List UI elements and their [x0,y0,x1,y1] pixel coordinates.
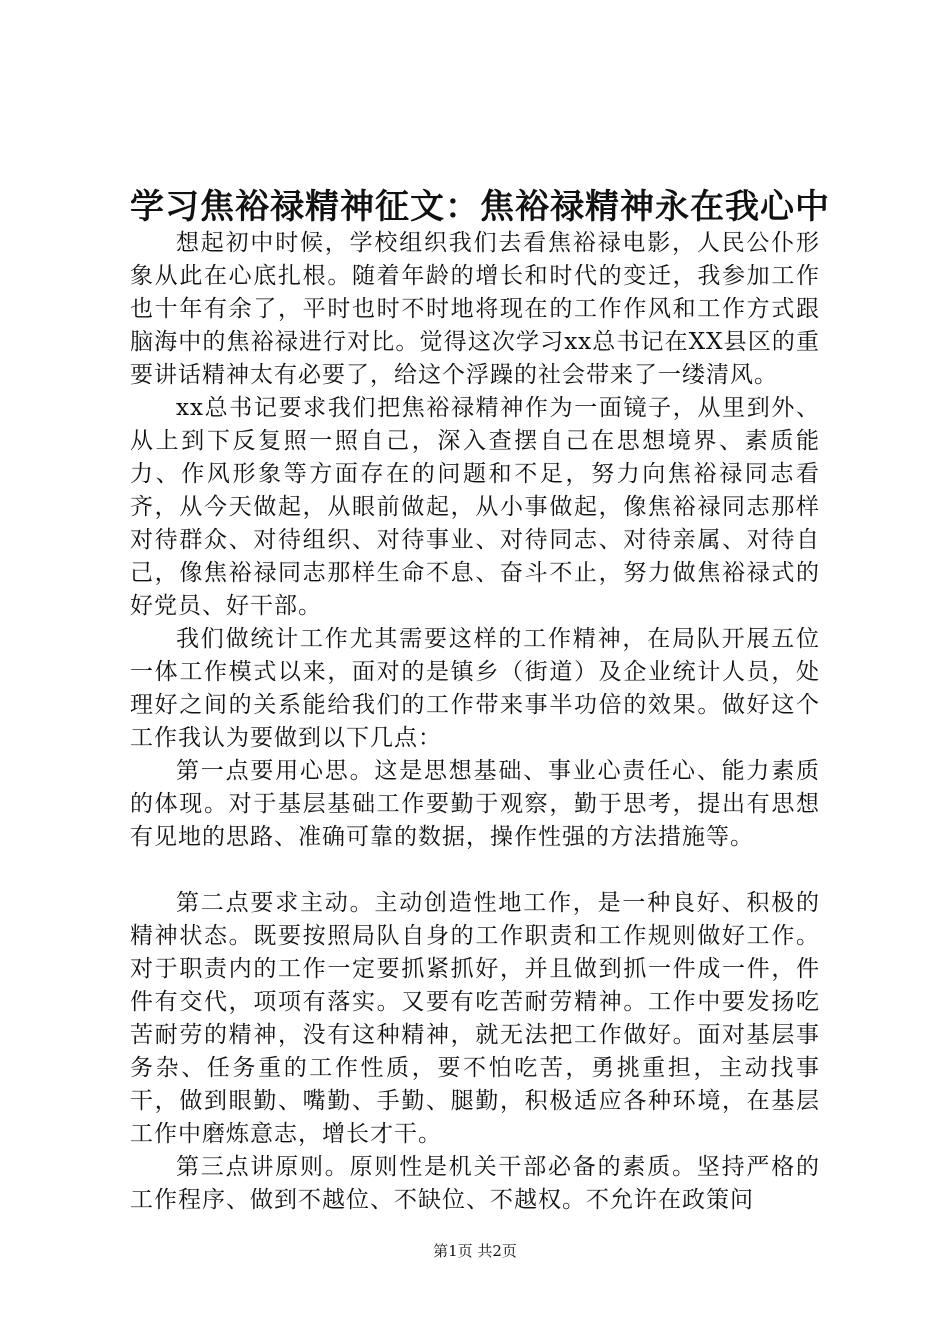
page-number-footer: 第1页 共2页 [433,1242,517,1260]
paragraph-point-two: 第二点要求主动。主动创造性地工作，是一种良好、积极的精神状态。既要按照局队自身的工作职责和工作规则做好工作。对于职责内的工作一定要抓紧抓好，并且做到抓一件成一件，件件有交代，项项有落实。又要有吃苦耐劳精神。工作中要发扬吃苦耐劳的精神，没有这种精神，就无法把工作做好。面对基层事务杂、任务重的工作性质，要不怕吃苦，勇挑重担，主动找事干，做到眼勤、嘴勤、手勤、腿勤，积极适应各种环境，在基层工作中磨炼意志，增长才干。 [130,890,820,1147]
paragraph-intro: 想起初中时候，学校组织我们去看焦裕禄电影，人民公仆形象从此在心底扎根。随着年龄的增长和时代的变迁，我参加工作也十年有余了，平时也时不时地将现在的工作作风和工作方式跟脑海中的焦裕禄进行对比。觉得这次学习xx总书记在XX县区的重要讲话精神太有必要了，给这个浮躁的社会带来了一缕清风。 [130,230,820,388]
paragraph-point-one: 第一点要用心思。这是思想基础、事业心责任心、能力素质的体现。对于基层基础工作要勤于观察，勤于思考，提出有思想有见地的思路、准确可靠的数据，操作性强的方法措施等。 [130,758,820,850]
paragraph-point-three: 第三点讲原则。原则性是机关干部必备的素质。坚持严格的工作程序、做到不越位、不缺位、不越权。不允许在政策问 [130,1154,820,1213]
document-title: 学习焦裕禄精神征文：焦裕禄精神永在我心中 [130,187,830,227]
paragraph-mirror: xx总书记要求我们把焦裕禄精神作为一面镜子，从里到外、从上到下反复照一照自己，深入查摆自己在思想境界、素质能力、作风形象等方面存在的问题和不足，努力向焦裕禄同志看齐，从今天做起，从眼前做起，从小事做起，像焦裕禄同志那样对待群众、对待组织、对待事业、对待同志、对待亲属、对待自己，像焦裕禄同志那样生命不息、奋斗不止，努力做焦裕禄式的好党员、好干部。 [130,395,820,619]
paragraph-statistics-work: 我们做统计工作尤其需要这样的工作精神，在局队开展五位一体工作模式以来，面对的是镇乡（街道）及企业统计人员，处理好之间的关系能给我们的工作带来事半功倍的效果。做好这个工作我认为要做到以下几点： [130,626,820,751]
document-body [130,227,820,1217]
